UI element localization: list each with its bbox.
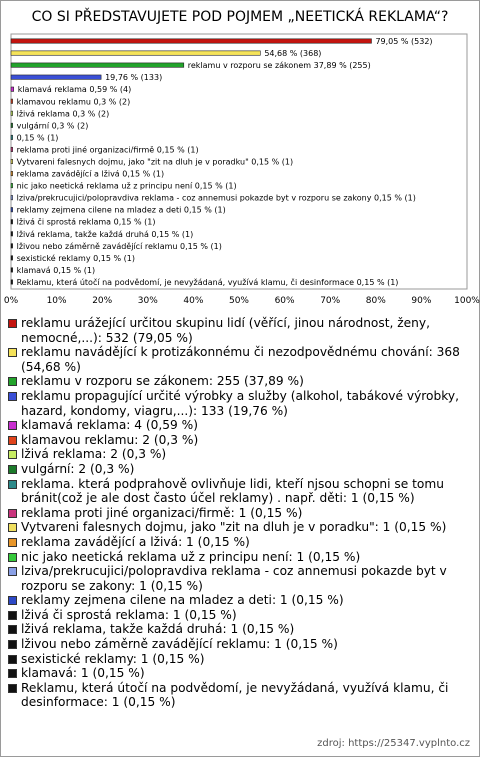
legend-item <box>8 433 470 448</box>
legend-label: klamavá: 1 (0,15 %) <box>21 666 145 681</box>
bar <box>11 256 13 260</box>
legend-item <box>8 564 470 593</box>
legend-label: klamavá reklama: 4 (0,59 %) <box>21 418 199 433</box>
legend-swatch <box>8 480 17 489</box>
legend-item <box>8 622 470 637</box>
bar-label: 19,76 % (133) <box>105 73 163 83</box>
bar <box>11 268 13 272</box>
legend-swatch <box>8 436 17 445</box>
legend-swatch <box>8 553 17 562</box>
legend-swatch <box>8 669 17 678</box>
legend-label: reklama proti jiné organizaci/firmě: 1 (0,15 %) <box>21 505 303 520</box>
bar <box>11 39 371 43</box>
legend-label: sexistické reklamy: 1 (0,15 %) <box>21 651 205 666</box>
legend-item <box>8 389 470 418</box>
bar <box>11 135 13 139</box>
legend-swatch <box>8 421 17 430</box>
x-tick-label: 30% <box>137 296 158 306</box>
legend-label: Reklamu, která útočí na podvědomí, je nevyžádaná, využívá klamu, či desinformace: 1 (0,15 %) <box>21 680 449 710</box>
x-axis-ticks <box>4 296 480 306</box>
legend-label: reklama. která podprahově ovlivňuje lidi, kteří njsou schopni se tomu bránit(což je ale dost často účel reklamy) . např. děti: 1 (0,15 %) <box>21 476 444 506</box>
bar-label: lziva/prekrucujici/polopravdiva reklama - coz annemusi pokazde byt v rozporu se zakony 0,15 % (1) <box>16 193 416 203</box>
bar <box>11 195 13 199</box>
legend-label: reklamu v rozporu se zákonem: 255 (37,89 %) <box>21 374 304 389</box>
legend-swatch <box>8 450 17 459</box>
legend-swatch <box>8 377 17 386</box>
bar <box>11 99 13 103</box>
legend-label: lživá reklama, takže každá druhá: 1 (0,15 %) <box>21 622 295 637</box>
bar-label: klamavou reklamu 0,3 % (2) <box>16 97 131 107</box>
bar-label: Vytvareni falesnych dojmu, jako "zit na dluh je v poradku" 0,15 % (1) <box>16 157 294 167</box>
legend-item <box>8 418 470 433</box>
legend-item <box>8 535 470 550</box>
legend-swatch <box>8 523 17 532</box>
legend-label: nic jako neetická reklama už z principu není: 1 (0,15 %) <box>21 549 361 564</box>
legend-swatch <box>8 640 17 649</box>
bar <box>11 87 14 91</box>
x-tick-label: 80% <box>365 296 386 306</box>
legend-label: lživá či sprostá reklama: 1 (0,15 %) <box>21 607 237 622</box>
legend-item <box>8 666 470 681</box>
legend-swatch <box>8 684 17 693</box>
bar <box>11 63 184 67</box>
legend-swatch <box>8 509 17 518</box>
legend-swatch <box>8 465 17 474</box>
bar <box>11 232 13 236</box>
legend-label: klamavou reklamu: 2 (0,3 %) <box>21 432 199 447</box>
legend-swatch <box>8 596 17 605</box>
legend-item <box>8 374 470 389</box>
bar-plot <box>0 0 480 316</box>
legend-label: Vytvareni falesnych dojmu, jako "zit na dluh je v poradku": 1 (0,15 %) <box>21 520 447 535</box>
legend-item <box>8 637 470 652</box>
bar-label: lživá reklama, takže každá druhá 0,15 % (1) <box>16 229 194 239</box>
legend-item <box>8 608 470 623</box>
x-tick-label: 20% <box>92 296 113 306</box>
x-tick-label: 0% <box>3 296 19 306</box>
legend-item <box>8 593 470 608</box>
legend-label: lživá reklama: 2 (0,3 %) <box>21 447 167 462</box>
legend-label: lživou nebo záměrně zavádějící reklamu: 1 (0,15 %) <box>21 637 338 652</box>
legend-label: reklamu urážející určitou skupinu lidí (věřící, jinou národnost, ženy, nemocné,...): 532 (79,05 %) <box>21 316 430 345</box>
legend-swatch <box>8 538 17 547</box>
bar <box>11 51 260 55</box>
source-link[interactable]: zdroj: https://25347.vyplnto.cz <box>317 738 470 749</box>
bar <box>11 123 13 127</box>
legend-item <box>8 550 470 565</box>
legend-item <box>8 681 470 710</box>
legend <box>8 316 470 710</box>
bar <box>11 244 13 248</box>
bar <box>11 159 13 163</box>
legend-item <box>8 506 470 521</box>
bar <box>11 220 13 224</box>
bar <box>11 171 13 175</box>
bar-label: lživou nebo záměrně zavádějící reklamu 0,15 % (1) <box>16 241 222 251</box>
bar-label: lživá či sprostá reklama 0,15 % (1) <box>16 217 156 227</box>
legend-item <box>8 345 470 374</box>
bar-label: sexistické reklamy 0,15 % (1) <box>16 253 135 263</box>
bar <box>11 75 101 79</box>
legend-swatch <box>8 655 17 664</box>
bar <box>11 207 13 211</box>
legend-swatch <box>8 392 17 401</box>
bar-label: nic jako neetická reklama už z principu není 0,15 % (1) <box>16 181 237 191</box>
legend-item <box>8 477 470 506</box>
x-tick-label: 10% <box>46 296 67 306</box>
bar-label: vulgární 0,3 % (2) <box>16 121 89 131</box>
legend-label: reklama zavádějící a lživá: 1 (0,15 %) <box>21 534 250 549</box>
bar <box>11 183 13 187</box>
bar-label: reklamu v rozporu se zákonem 37,89 % (255) <box>187 61 371 71</box>
bar <box>11 111 13 115</box>
bar-label: lživá reklama 0,3 % (2) <box>16 109 110 119</box>
x-tick-label: 100% <box>454 296 480 306</box>
bar-label: reklama zavádějící a lživá 0,15 % (1) <box>16 169 165 179</box>
bar-label: 79,05 % (532) <box>375 37 433 47</box>
x-tick-label: 60% <box>274 296 295 306</box>
legend-item <box>8 652 470 667</box>
bar-label: reklamy zejmena cilene na mladez a deti 0,15 % (1) <box>16 205 226 215</box>
legend-swatch <box>8 319 17 328</box>
legend-label: reklamu navádějící k protizákonnému či nezodpovědnému chování: 368 (54,68 %) <box>21 345 460 374</box>
legend-item <box>8 447 470 462</box>
legend-item <box>8 520 470 535</box>
bar <box>11 147 13 151</box>
legend-label: reklamu propagující určité výrobky a služby (alkohol, tabákové výrobky, hazard, kondomy, viagru,...): 133 (19,76 %) <box>21 388 459 418</box>
legend-swatch <box>8 611 17 620</box>
legend-label: reklamy zejmena cilene na mladez a deti: 1 (0,15 %) <box>21 593 344 608</box>
legend-item <box>8 462 470 477</box>
x-tick-label: 40% <box>183 296 204 306</box>
chart-title: CO SI PŘEDSTAVUJETE POD POJMEM „NEETICKÁ REKLAMA“? <box>31 9 449 25</box>
bar-label: reklama proti jiné organizaci/firmě 0,15 % (1) <box>16 145 199 155</box>
bar-label: 0,15 % (1) <box>16 133 59 143</box>
legend-label: vulgární: 2 (0,3 %) <box>21 461 135 476</box>
bar-label: klamavá reklama 0,59 % (4) <box>17 85 132 95</box>
legend-swatch <box>8 567 17 576</box>
bar-label: Reklamu, která útočí na podvědomí, je nevyžádaná, využívá klamu, či desinformace 0,15 % (1) <box>16 277 399 287</box>
bar <box>11 280 13 284</box>
x-tick-label: 50% <box>228 296 250 306</box>
bar-label: klamavá 0,15 % (1) <box>16 265 96 275</box>
x-tick-label: 90% <box>411 296 432 306</box>
legend-swatch <box>8 625 17 634</box>
x-tick-label: 70% <box>320 296 341 306</box>
bar-label: 54,68 % (368) <box>264 49 322 59</box>
legend-swatch <box>8 348 17 357</box>
legend-item <box>8 316 470 345</box>
legend-label: lziva/prekrucujici/polopravdiva reklama - coz annemusi pokazde byt v rozporu se zakony: 1 (0,15 %) <box>21 564 447 593</box>
